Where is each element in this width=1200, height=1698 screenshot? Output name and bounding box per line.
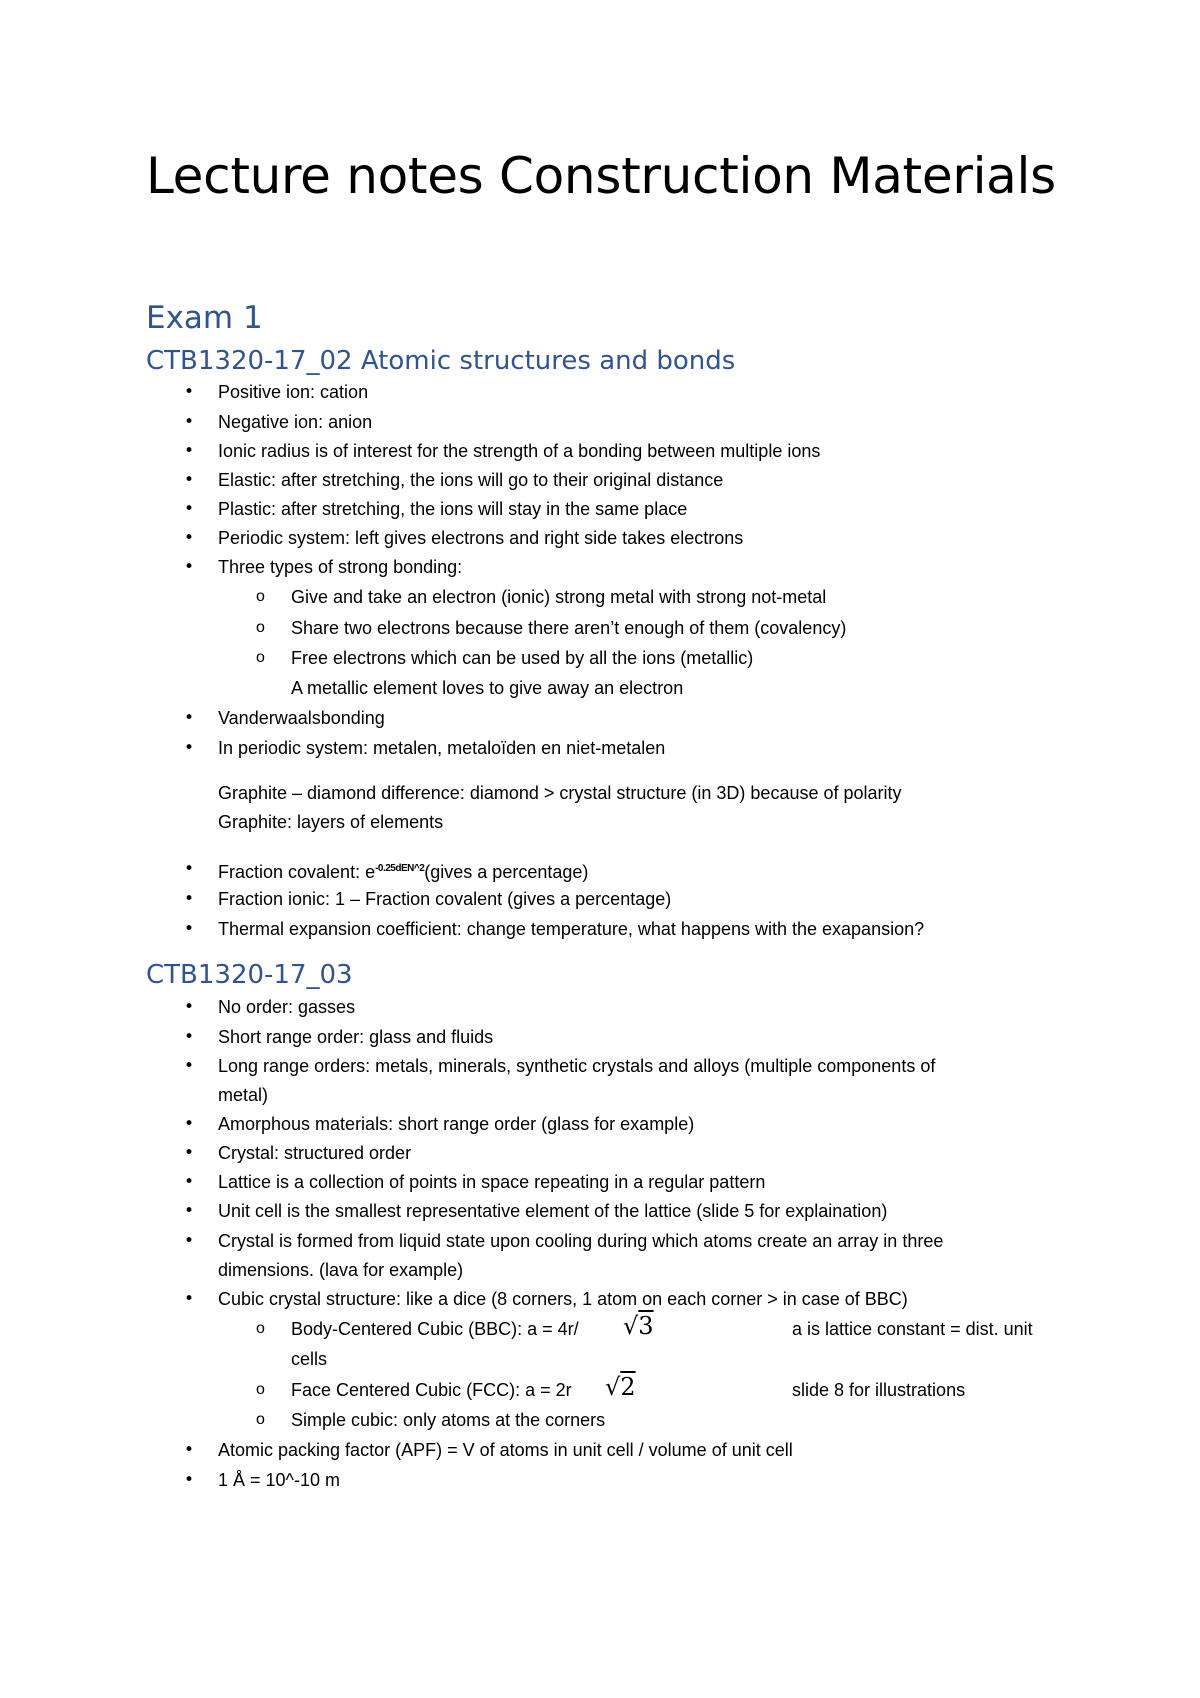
bullet-marker: • [184,412,195,432]
bullet-marker: • [184,382,195,402]
sub-list-continuation: cells [291,1349,328,1369]
bullet-marker: • [184,499,195,519]
paragraph-line: Graphite: layers of elements [218,812,444,832]
bullet-marker: • [184,1027,195,1047]
bullet-marker: • [184,997,195,1017]
list-item-continuation: dimensions. (lava for example) [218,1260,464,1280]
square-root-3: √3 [623,1312,654,1340]
heading-exam: Exam 1 [146,300,263,336]
section-heading-02: CTB1320-17_02 Atomic structures and bonds [146,346,736,376]
bullet-marker: • [184,1470,195,1490]
bullet-marker: • [184,1172,195,1192]
bullet-marker: • [184,919,195,939]
document-title: Lecture notes Construction Materials [146,147,1056,205]
bullet-marker: • [184,1143,195,1163]
sub-list-item: Give and take an electron (ionic) strong metal with strong not-metal [291,587,827,607]
list-item: Fraction ionic: 1 – Fraction covalent (gives a percentage) [218,889,672,909]
list-item: Short range order: glass and fluids [218,1027,494,1047]
paragraph-line: Graphite – diamond difference: diamond > crystal structure (in 3D) because of polarity [218,783,902,803]
list-item: In periodic system: metalen, metaloïden en niet-metalen [218,738,666,758]
bullet-marker: • [184,889,195,909]
section-heading-03: CTB1320-17_03 [146,960,353,990]
bullet-marker: • [184,738,195,758]
bullet-marker: • [184,1440,195,1460]
list-item: Cubic crystal structure: like a dice (8 corners, 1 atom on each corner > in case of BBC) [218,1289,908,1309]
sub-list-item: Free electrons which can be used by all the ions (metallic) [291,648,754,668]
list-item: Thermal expansion coefficient: change temperature, what happens with the exapansion? [218,919,925,939]
sub-list-item: Simple cubic: only atoms at the corners [291,1410,606,1430]
sub-list-item-bcc: Body-Centered Cubic (BBC): a = 4r/ [291,1319,579,1339]
bullet-marker: • [184,1289,195,1309]
list-item: Negative ion: anion [218,412,373,432]
list-item: Amorphous materials: short range order (glass for example) [218,1114,695,1134]
sub-list-item: Share two electrons because there aren’t enough of them (covalency) [291,618,847,638]
bullet-marker: • [184,1056,195,1076]
sub-bullet-marker: o [256,1320,265,1337]
sub-bullet-marker: o [256,1411,265,1428]
fcc-note: slide 8 for illustrations [792,1380,966,1400]
sub-bullet-marker: o [256,649,265,666]
list-item: No order: gasses [218,997,356,1017]
list-item: Positive ion: cation [218,382,369,402]
square-root-2: √2 [605,1373,636,1401]
sub-list-item-fcc: Face Centered Cubic (FCC): a = 2r [291,1380,572,1400]
sub-bullet-marker: o [256,1381,265,1398]
list-item: Unit cell is the smallest representative element of the lattice (slide 5 for explaination) [218,1201,888,1221]
radicand: 2 [620,1373,636,1401]
radicand: 3 [638,1312,654,1340]
list-item: Crystal is formed from liquid state upon cooling during which atoms create an array in three [218,1231,944,1251]
fraction-covalent-suffix: (gives a percentage) [424,862,589,882]
bullet-marker: • [184,1231,195,1251]
list-item: Crystal: structured order [218,1143,412,1163]
sub-list-continuation: A metallic element loves to give away an electron [291,678,684,698]
list-item: Periodic system: left gives electrons and right side takes electrons [218,528,744,548]
bullet-marker: • [184,470,195,490]
list-item: Ionic radius is of interest for the strength of a bonding between multiple ions [218,441,821,461]
fraction-covalent-prefix: Fraction covalent: e [218,862,376,882]
list-item: 1 Å = 10^-10 m [218,1470,341,1490]
list-item: Vanderwaalsbonding [218,708,385,728]
bullet-marker: • [184,441,195,461]
sub-bullet-marker: o [256,619,265,636]
list-item: Atomic packing factor (APF) = V of atoms in unit cell / volume of unit cell [218,1440,793,1460]
bullet-marker: • [184,859,195,879]
bullet-marker: • [184,1114,195,1134]
list-item: Lattice is a collection of points in space repeating in a regular pattern [218,1172,766,1192]
list-item-fraction-covalent [218,857,588,884]
list-item: Elastic: after stretching, the ions will go to their original distance [218,470,724,490]
list-item-continuation: metal) [218,1085,269,1105]
bullet-marker: • [184,1201,195,1221]
list-item: Three types of strong bonding: [218,557,463,577]
list-item: Plastic: after stretching, the ions will stay in the same place [218,499,688,519]
list-item: Long range orders: metals, minerals, synthetic crystals and alloys (multiple components of [218,1056,936,1076]
sub-bullet-marker: o [256,588,265,605]
fraction-covalent-exponent: -0.25dEN^2 [375,863,425,874]
bullet-marker: • [184,528,195,548]
bullet-marker: • [184,708,195,728]
bcc-note: a is lattice constant = dist. unit [792,1319,1033,1339]
bullet-marker: • [184,557,195,577]
